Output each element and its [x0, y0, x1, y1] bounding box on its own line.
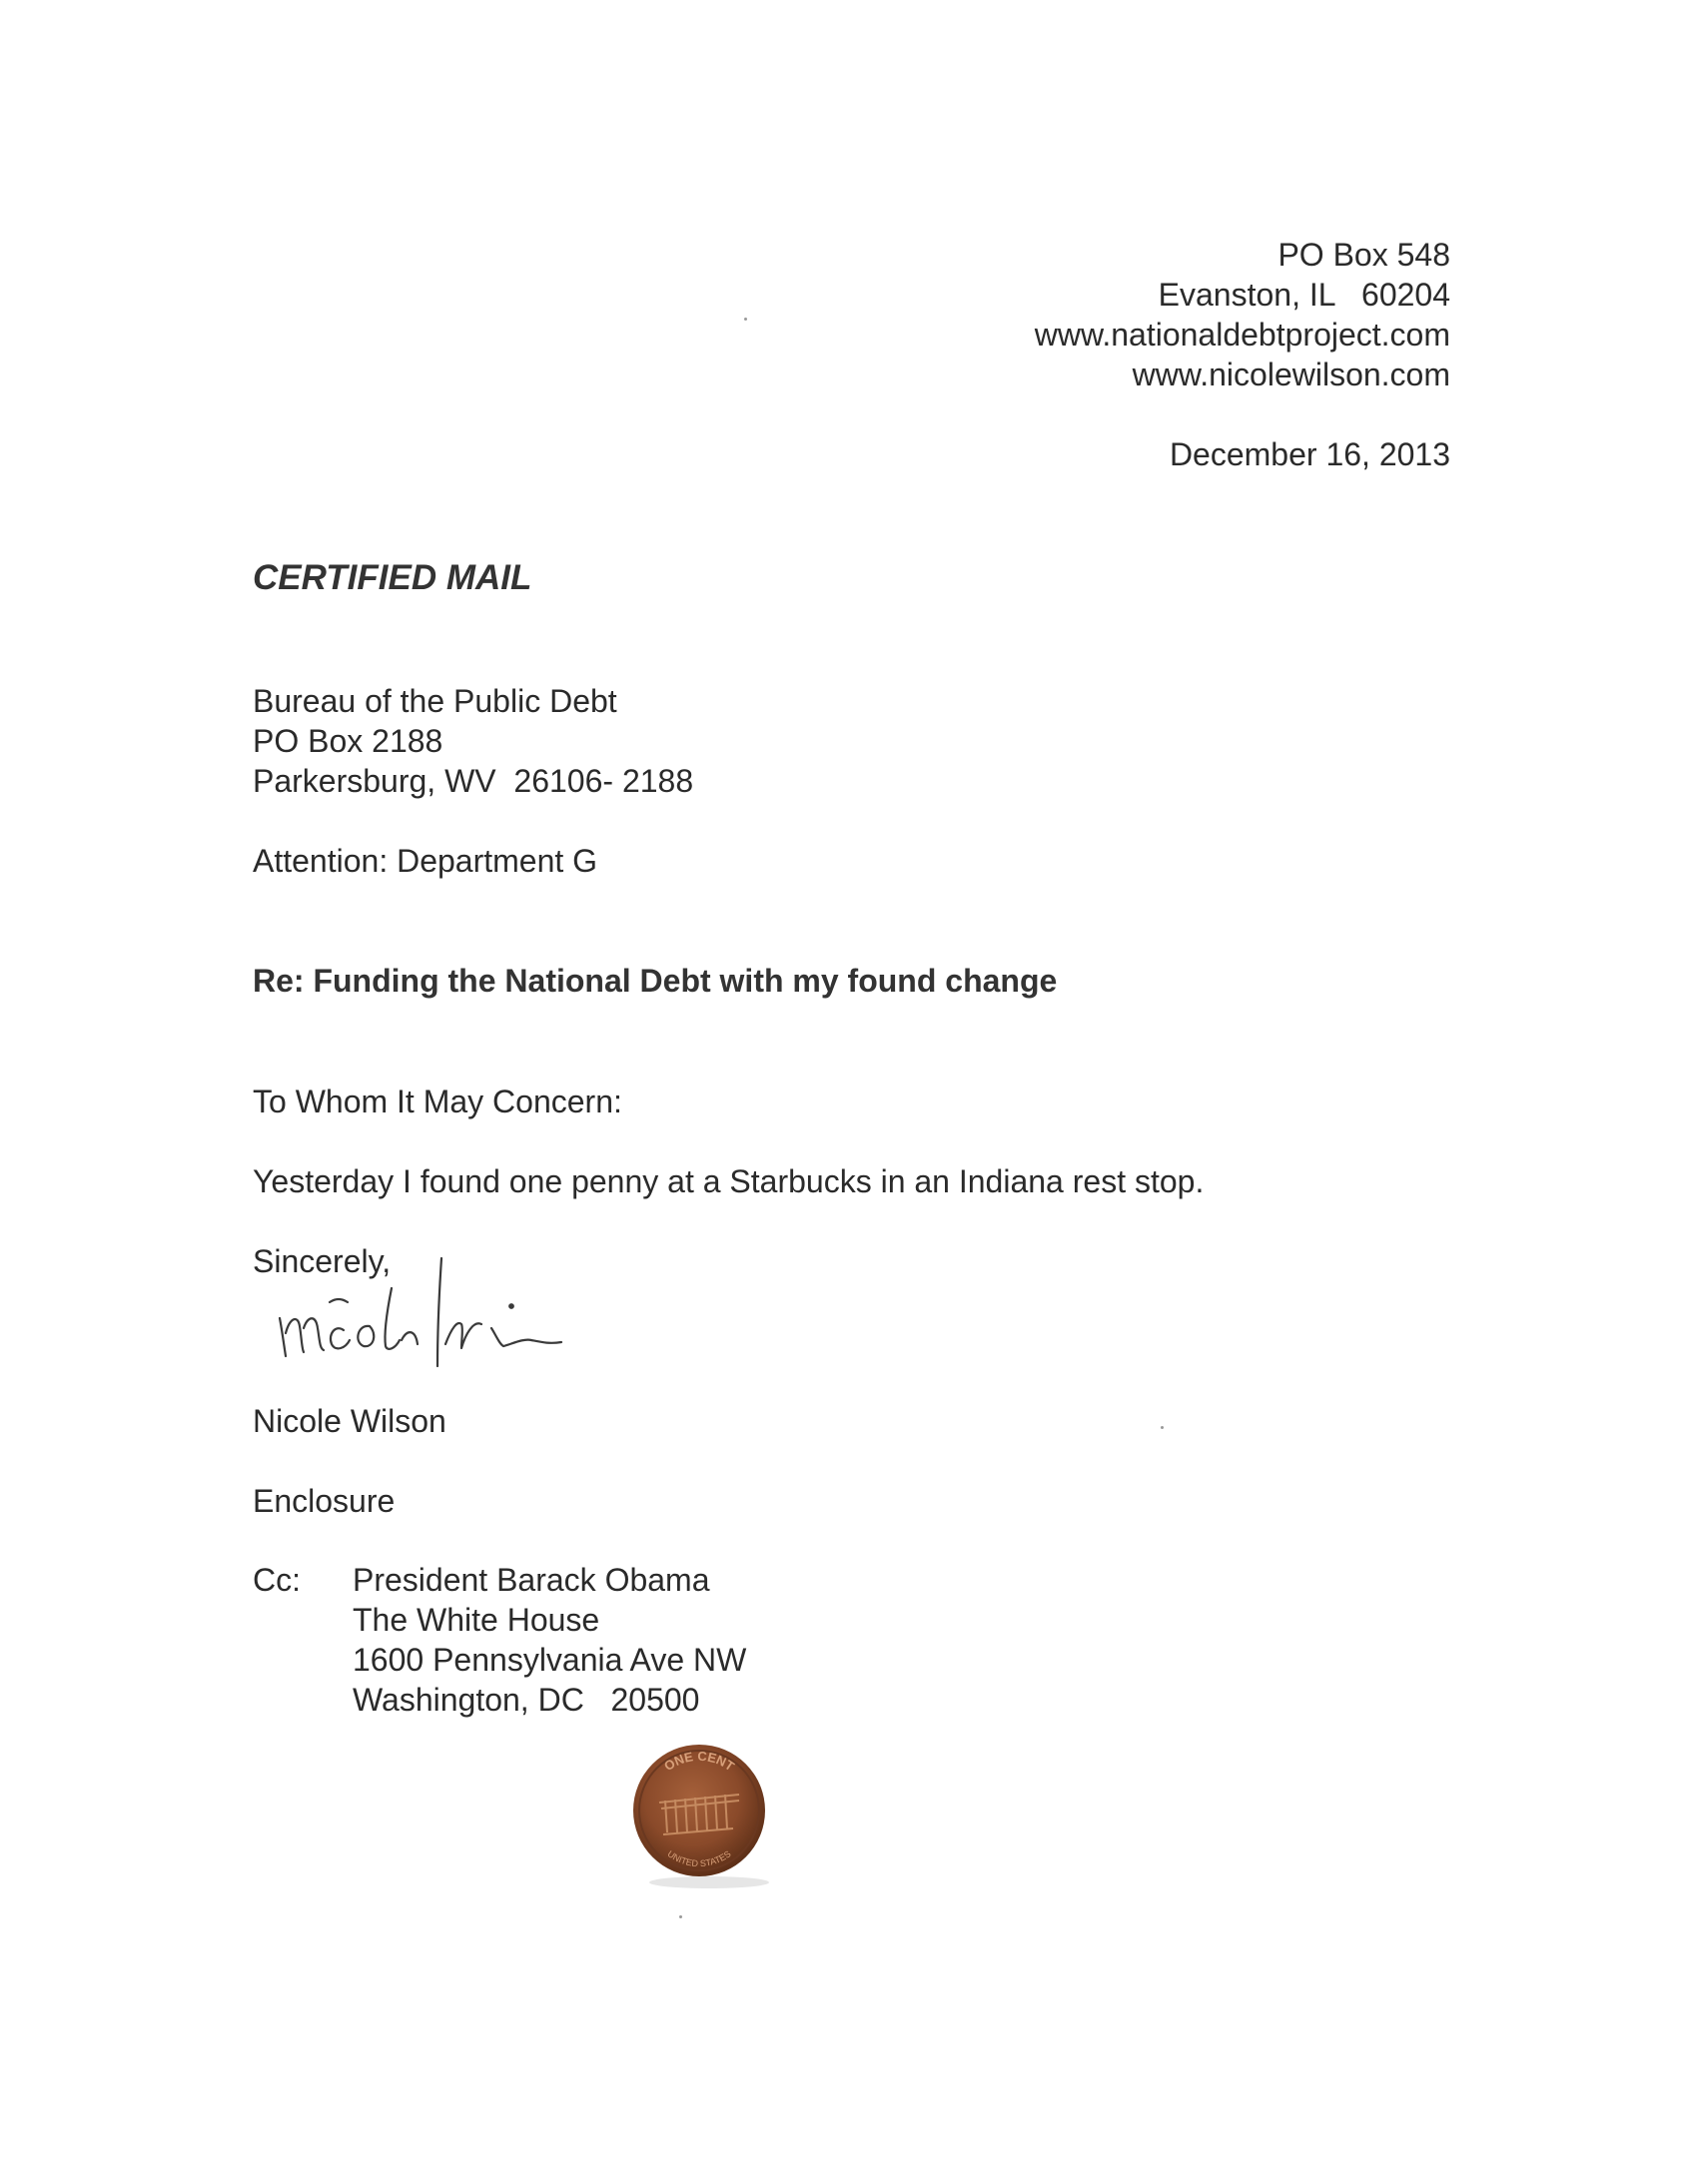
- letter-date: December 16, 2013: [1169, 436, 1450, 472]
- recipient-line: Bureau of the Public Debt: [253, 683, 617, 719]
- recipient-address: [253, 681, 693, 801]
- cc-line: 1600 Pennsylvania Ave NW: [353, 1642, 747, 1678]
- cc-address: [353, 1560, 746, 1720]
- closing: Sincerely,: [253, 1243, 392, 1279]
- sender-website: www.nationaldebtproject.com: [1034, 317, 1450, 353]
- attention-line: Attention: Department G: [253, 843, 598, 879]
- cc-line: The White House: [353, 1602, 600, 1638]
- certified-mail-heading: CERTIFIED MAIL: [253, 558, 532, 597]
- subject-line: Re: Funding the National Debt with my found change: [253, 963, 1058, 999]
- letter-body: Yesterday I found one penny at a Starbucks in an Indiana rest stop.: [253, 1163, 1205, 1199]
- signer-name: Nicole Wilson: [253, 1403, 446, 1439]
- cc-line: Washington, DC 20500: [353, 1682, 700, 1718]
- penny-image: [619, 1733, 809, 1892]
- handwritten-signature: [270, 1248, 669, 1388]
- sender-line: PO Box 548: [1277, 237, 1450, 273]
- sender-line: Evanston, IL 60204: [1158, 277, 1450, 313]
- coin-bottom-legend: UNITED STATES: [665, 1848, 733, 1869]
- cc-line: President Barack Obama: [353, 1562, 710, 1598]
- recipient-line: PO Box 2188: [253, 723, 443, 759]
- coin-top-legend: ONE CENT: [661, 1748, 737, 1775]
- cc-label: Cc:: [253, 1562, 301, 1598]
- sender-website: www.nicolewilson.com: [1132, 357, 1450, 392]
- scan-speck: [1161, 1426, 1164, 1429]
- salutation: To Whom It May Concern:: [253, 1084, 622, 1119]
- sender-address: [1035, 235, 1450, 394]
- enclosure-notation: Enclosure: [253, 1483, 396, 1519]
- scan-speck: [679, 1915, 682, 1918]
- recipient-line: Parkersburg, WV 26106- 2188: [253, 763, 694, 799]
- scan-speck: [744, 318, 747, 321]
